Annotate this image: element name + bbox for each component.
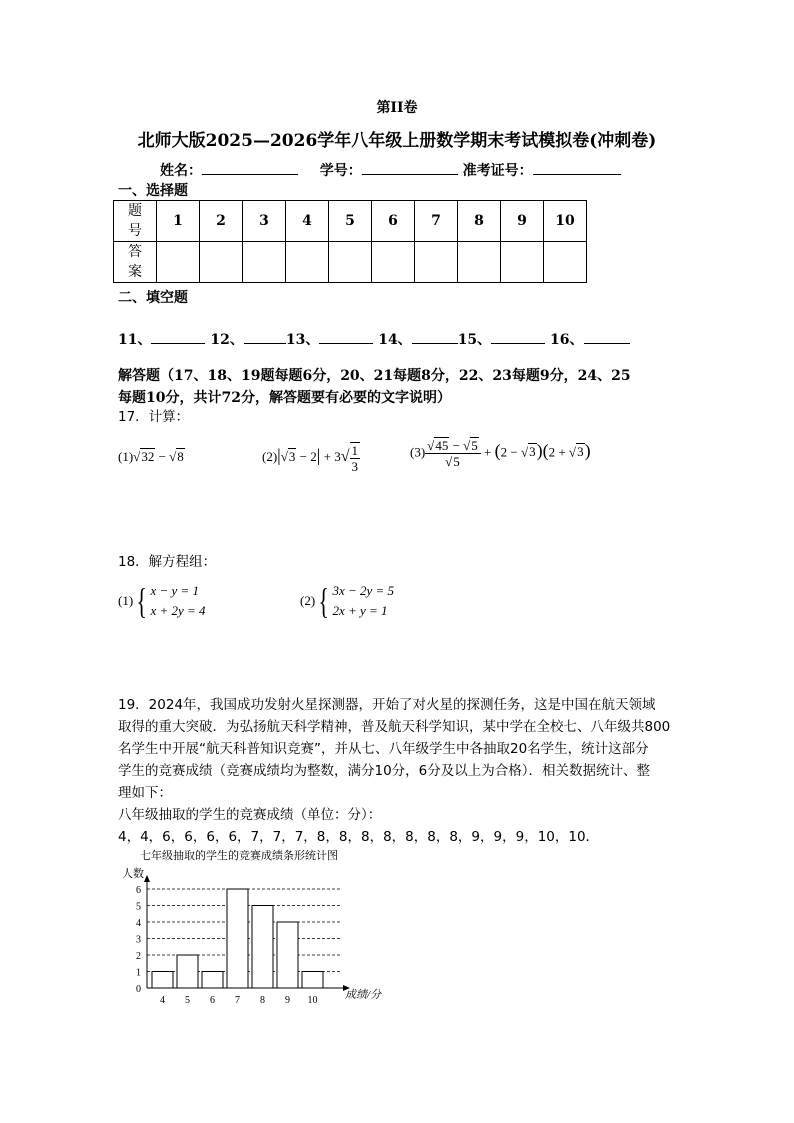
table-cell: 1	[157, 201, 200, 242]
x-tick-label: 9	[285, 995, 290, 1006]
blank-label: 11、	[118, 332, 152, 348]
answer-cell[interactable]	[286, 242, 329, 283]
table-cell: 8	[458, 201, 501, 242]
table-cell: 2	[200, 201, 243, 242]
answer-cell[interactable]	[200, 242, 243, 283]
table-cell: 6	[372, 201, 415, 242]
bar	[177, 955, 198, 988]
section-fill-title: 二、填空题	[118, 290, 188, 306]
q18-part1: (1){ x − y = 1 x + 2y = 4	[118, 581, 206, 621]
x-tick-label: 7	[235, 995, 240, 1006]
table-cell: 4	[286, 201, 329, 242]
q17-part2: (2)|√3 − 2| + 3√ $\frac{1}{3}$	[262, 443, 358, 474]
chart-title: 七年级抽取的学生的竞赛成绩条形统计图	[140, 850, 338, 862]
volume-label: 第II卷	[376, 100, 418, 116]
section-choice-title: 一、选择题	[118, 183, 188, 199]
blank-label: 12、	[210, 332, 244, 348]
section-solve-title: 解答题（17、18、19题每题6分，20、21每题8分，22、23每题9分，24、25 每题10分，共计72分，解答题要有必要的文字说明）	[118, 368, 631, 406]
q17-part3: (3) $\frac{√45 - √5}{√5}$ + (2 − √3)(2 + √3)	[410, 438, 591, 469]
id-label: 学号：	[319, 163, 362, 179]
x-tick-label: 6	[210, 995, 215, 1006]
q19-text: 19．2024年，我国成功发射火星探测器，开始了对火星的探测任务，这是中国在航天领域 取得的重大突破．为弘扬航天科学精神，普及航天科学知识，某中学在全校七、八年级共800 名学生中开展“航天科普知识竞赛”，并从七、八年级学生中各抽取20名学生，统计这部分 学生的竞赛成绩（竞赛成绩均为整数，满分10分，6分及以上为合格）．相关数据统计、整 理如下： 八年级抽取的学生的竞赛成绩（单位：分）： 4，4，6，6，6，6，7，7，7，8，8，8，8，8，8，8，9，9，9，10，10．	[118, 697, 671, 845]
blank-label: 15、	[457, 332, 492, 348]
bar	[277, 922, 298, 988]
q18-label: 18．解方程组：	[118, 554, 217, 570]
table-row	[114, 242, 587, 283]
blank-field[interactable]	[584, 343, 630, 344]
table-cell: 3	[243, 201, 286, 242]
answer-cell[interactable]	[501, 242, 544, 283]
table-cell: 10	[544, 201, 587, 242]
y-tick-label: 0	[136, 984, 141, 995]
blank-label: 14、	[378, 332, 412, 348]
blank-field[interactable]	[491, 343, 545, 344]
bar	[227, 889, 248, 988]
blank-field[interactable]	[151, 343, 205, 344]
answer-cell[interactable]	[372, 242, 415, 283]
y-tick-label: 2	[136, 951, 141, 962]
answer-cell[interactable]	[415, 242, 458, 283]
table-cell: 7	[415, 201, 458, 242]
bar	[252, 906, 273, 989]
y-tick-label: 1	[136, 967, 141, 979]
answer-cell[interactable]	[329, 242, 372, 283]
y-axis-arrow	[144, 875, 150, 882]
bar	[202, 972, 223, 989]
x-tick-label: 10	[307, 995, 318, 1006]
name-label: 姓名：	[160, 163, 202, 179]
answer-cell[interactable]	[157, 242, 200, 283]
y-tick-label: 6	[136, 885, 141, 896]
x-tick-label: 4	[160, 995, 165, 1006]
y-tick-label: 4	[136, 918, 141, 929]
answer-cell[interactable]	[243, 242, 286, 283]
exam-no-label: 准考证号：	[462, 163, 533, 179]
table-cell: 9	[501, 201, 544, 242]
answer-table	[113, 200, 587, 283]
paper-title: 北师大版2025—2026学年八年级上册数学期末考试模拟卷(冲刺卷)	[137, 131, 657, 151]
q18-part2: (2){ 3x − 2y = 5 2x + y = 1	[300, 581, 395, 621]
bar-chart	[110, 845, 410, 1010]
exam-no-field[interactable]	[533, 174, 621, 175]
blank-field[interactable]	[244, 343, 286, 344]
q17-part1: (1)√32 − √8	[118, 449, 184, 464]
bar	[302, 972, 323, 989]
name-field[interactable]	[202, 174, 298, 175]
row-header-answer: 答案	[114, 242, 157, 283]
answer-cell[interactable]	[458, 242, 501, 283]
q17-label: 17．计算：	[118, 409, 190, 425]
table-cell: 5	[329, 201, 372, 242]
blank-label: 13、	[285, 332, 320, 348]
blank-label: 16、	[550, 332, 584, 348]
y-axis-label: 人数	[122, 868, 144, 880]
student-info-row	[160, 160, 621, 180]
bar	[152, 972, 173, 989]
row-header-number: 题号	[114, 201, 157, 242]
answer-cell[interactable]	[544, 242, 587, 283]
blank-field[interactable]	[412, 343, 458, 344]
x-axis-label: 成绩/分	[345, 989, 382, 1001]
y-tick-label: 3	[136, 934, 141, 946]
x-tick-label: 5	[185, 995, 190, 1006]
table-row	[114, 201, 587, 242]
id-field[interactable]	[362, 174, 458, 175]
y-tick-label: 5	[136, 901, 141, 913]
fill-blank-row	[118, 329, 630, 349]
blank-field[interactable]	[319, 343, 373, 344]
x-tick-label: 8	[260, 995, 265, 1006]
